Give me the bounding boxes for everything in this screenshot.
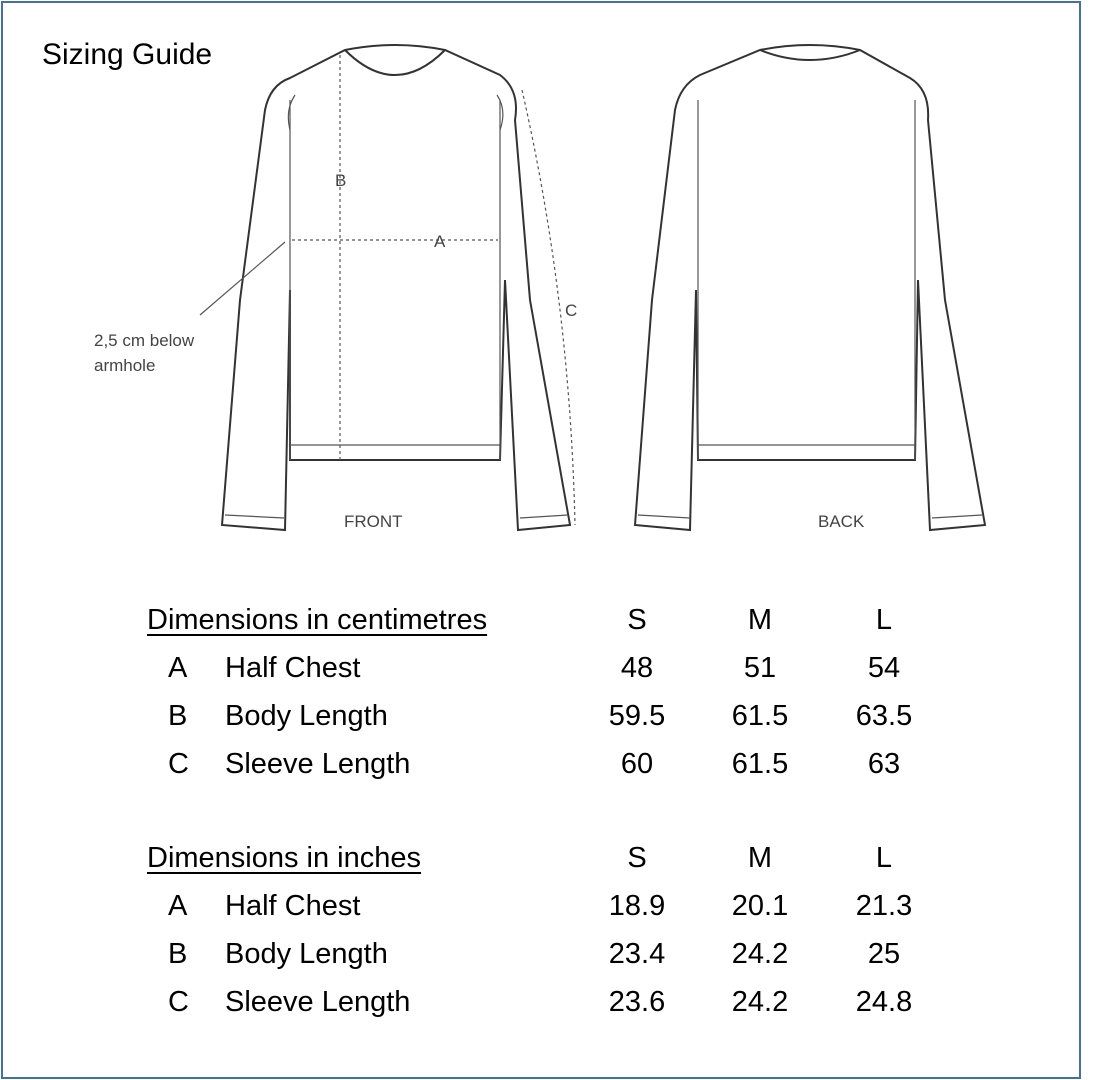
- armhole-note-line2: armhole: [94, 356, 156, 375]
- armhole-note-line1: 2,5 cm below: [94, 331, 195, 350]
- row-letter: B: [168, 700, 188, 732]
- size-header-l: L: [875, 842, 893, 874]
- table-row: [0, 652, 1000, 692]
- table-heading: Dimensions in centimetres: [147, 604, 488, 636]
- row-name: Body Length: [225, 938, 388, 970]
- value-l: 63: [867, 748, 901, 780]
- row-letter: C: [168, 748, 189, 780]
- value-s: 48: [620, 652, 654, 684]
- value-s: 60: [620, 748, 654, 780]
- value-s: 59.5: [608, 700, 666, 732]
- row-letter: C: [168, 986, 189, 1018]
- value-m: 61.5: [731, 700, 789, 732]
- value-l: 25: [867, 938, 901, 970]
- marker-a: A: [434, 232, 446, 251]
- table-header-row: [0, 604, 1000, 644]
- value-l: 24.8: [855, 986, 913, 1018]
- page-title: Sizing Guide: [42, 38, 213, 71]
- back-label: BACK: [818, 512, 865, 531]
- table-row: [0, 986, 1000, 1026]
- value-l: 21.3: [855, 890, 913, 922]
- size-header-l: L: [875, 604, 893, 636]
- row-name: Sleeve Length: [225, 748, 411, 780]
- value-m: 20.1: [731, 890, 789, 922]
- marker-c: C: [565, 301, 578, 320]
- row-letter: A: [168, 652, 188, 684]
- size-header-m: M: [747, 842, 773, 874]
- marker-b: B: [335, 171, 347, 190]
- table-row: [0, 748, 1000, 788]
- table-row: [0, 938, 1000, 978]
- table-header-row: [0, 842, 1000, 882]
- value-l: 63.5: [855, 700, 913, 732]
- size-header-s: S: [627, 604, 647, 636]
- row-name: Body Length: [225, 700, 388, 732]
- row-letter: B: [168, 938, 188, 970]
- value-s: 23.6: [608, 986, 666, 1018]
- row-letter: A: [168, 890, 188, 922]
- table-heading: Dimensions in inches: [147, 842, 422, 874]
- value-m: 61.5: [731, 748, 789, 780]
- row-name: Half Chest: [225, 890, 361, 922]
- row-name: Sleeve Length: [225, 986, 411, 1018]
- size-header-m: M: [747, 604, 773, 636]
- value-s: 18.9: [608, 890, 666, 922]
- size-header-s: S: [627, 842, 647, 874]
- value-m: 24.2: [731, 938, 789, 970]
- table-row: [0, 700, 1000, 740]
- value-l: 54: [867, 652, 901, 684]
- value-m: 51: [743, 652, 777, 684]
- value-s: 23.4: [608, 938, 666, 970]
- front-sweater-drawing: [222, 45, 570, 530]
- back-sweater-drawing: [635, 45, 985, 531]
- front-label: FRONT: [344, 512, 403, 531]
- row-name: Half Chest: [225, 652, 361, 684]
- table-row: [0, 890, 1000, 930]
- value-m: 24.2: [731, 986, 789, 1018]
